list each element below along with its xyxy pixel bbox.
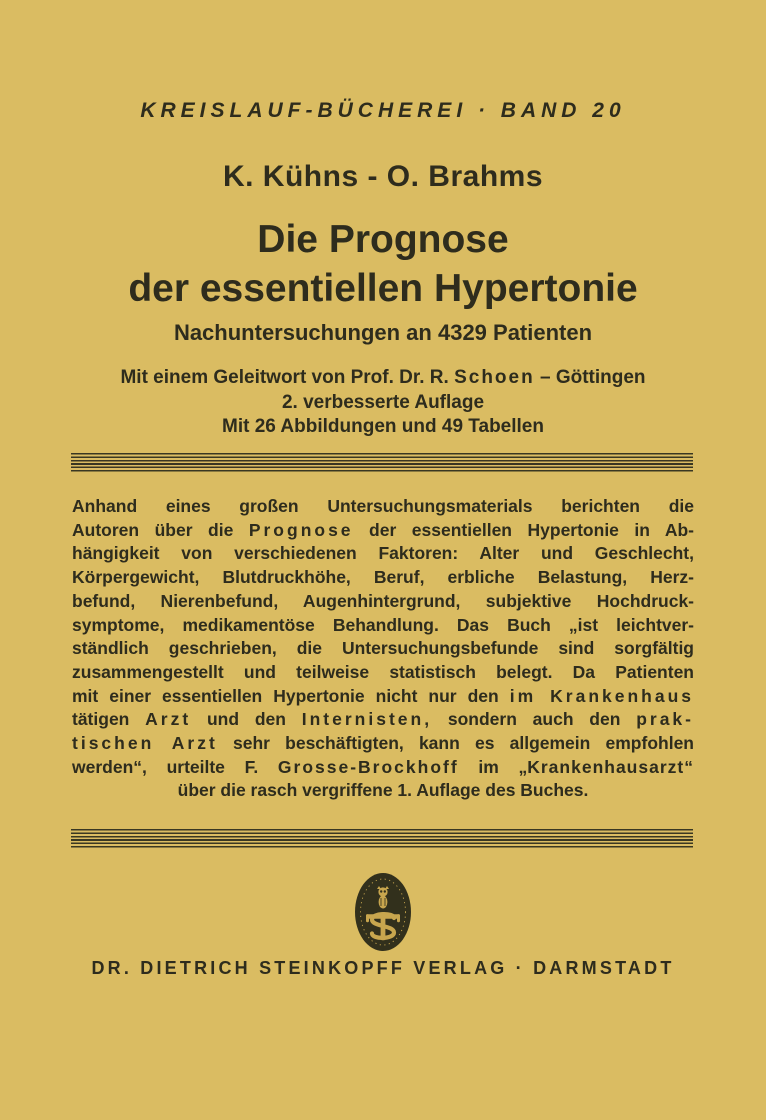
text-line: tischen Arzt sehr beschäftigten, kann es allgemein empfohlen (72, 733, 694, 754)
text-line: befund, Nierenbefund, Augenhintergrund, subjektive Hochdruck- (72, 590, 694, 611)
series-band-label: KREISLAUF-BÜCHEREI · BAND 20 (140, 99, 626, 122)
text-line: Mit 26 Abbildungen und 49 Tabellen (222, 416, 544, 437)
book-title-line-2: der essentiellen Hypertonie (128, 267, 638, 310)
text-line: hängigkeit von verschiedenen Faktoren: Alter und Geschlecht, (72, 543, 694, 564)
multi-line-rule-top (71, 453, 693, 472)
text-line: über die rasch vergriffene 1. Auflage des Buches. (177, 780, 589, 801)
book-title-line-1: Die Prognose (257, 218, 509, 261)
text-line: werden“, urteilte F. Grosse-Brockhoff im „Krankenhausarzt“ (72, 756, 694, 777)
text-line: tätigen Arzt und den Internisten, sondern auch den prak- (72, 709, 694, 730)
text-line: mit einer essentiellen Hypertonie nicht nur den im Krankenhaus (72, 685, 694, 706)
publisher-imprint: DR. DIETRICH STEINKOPFF VERLAG · DARMSTADT (91, 958, 675, 978)
text-line: symptome, medikamentöse Behandlung. Das Buch „ist leichtver- (72, 614, 694, 635)
multi-line-rule-bottom (71, 829, 693, 848)
text-line: Körpergewicht, Blutdruckhöhe, Beruf, erbliche Belastung, Herz- (72, 567, 694, 588)
text-line: ständlich geschrieben, die Untersuchungsbefunde sind sorgfältig (72, 638, 694, 659)
authors: K. Kühns - O. Brahms (222, 160, 544, 193)
text-line: 2. verbesserte Auflage (281, 391, 485, 413)
edition-notes (0, 366, 766, 440)
text-line: Anhand eines großen Untersuchungsmaterials berichten die (72, 496, 694, 516)
publisher-owl-emblem-icon (354, 872, 412, 952)
text-line: Mit einem Geleitwort von Prof. Dr. R. Schoen – Göttingen (120, 367, 646, 388)
text-line: zusammengestellt und teilweise statistisch belegt. Da Patienten (72, 661, 694, 682)
subtitle: Nachuntersuchungen an 4329 Patienten (173, 320, 593, 345)
text-line: Autoren über die Prognose der essentiellen Hypertonie in Ab- (72, 519, 694, 540)
review-blurb (72, 495, 694, 803)
